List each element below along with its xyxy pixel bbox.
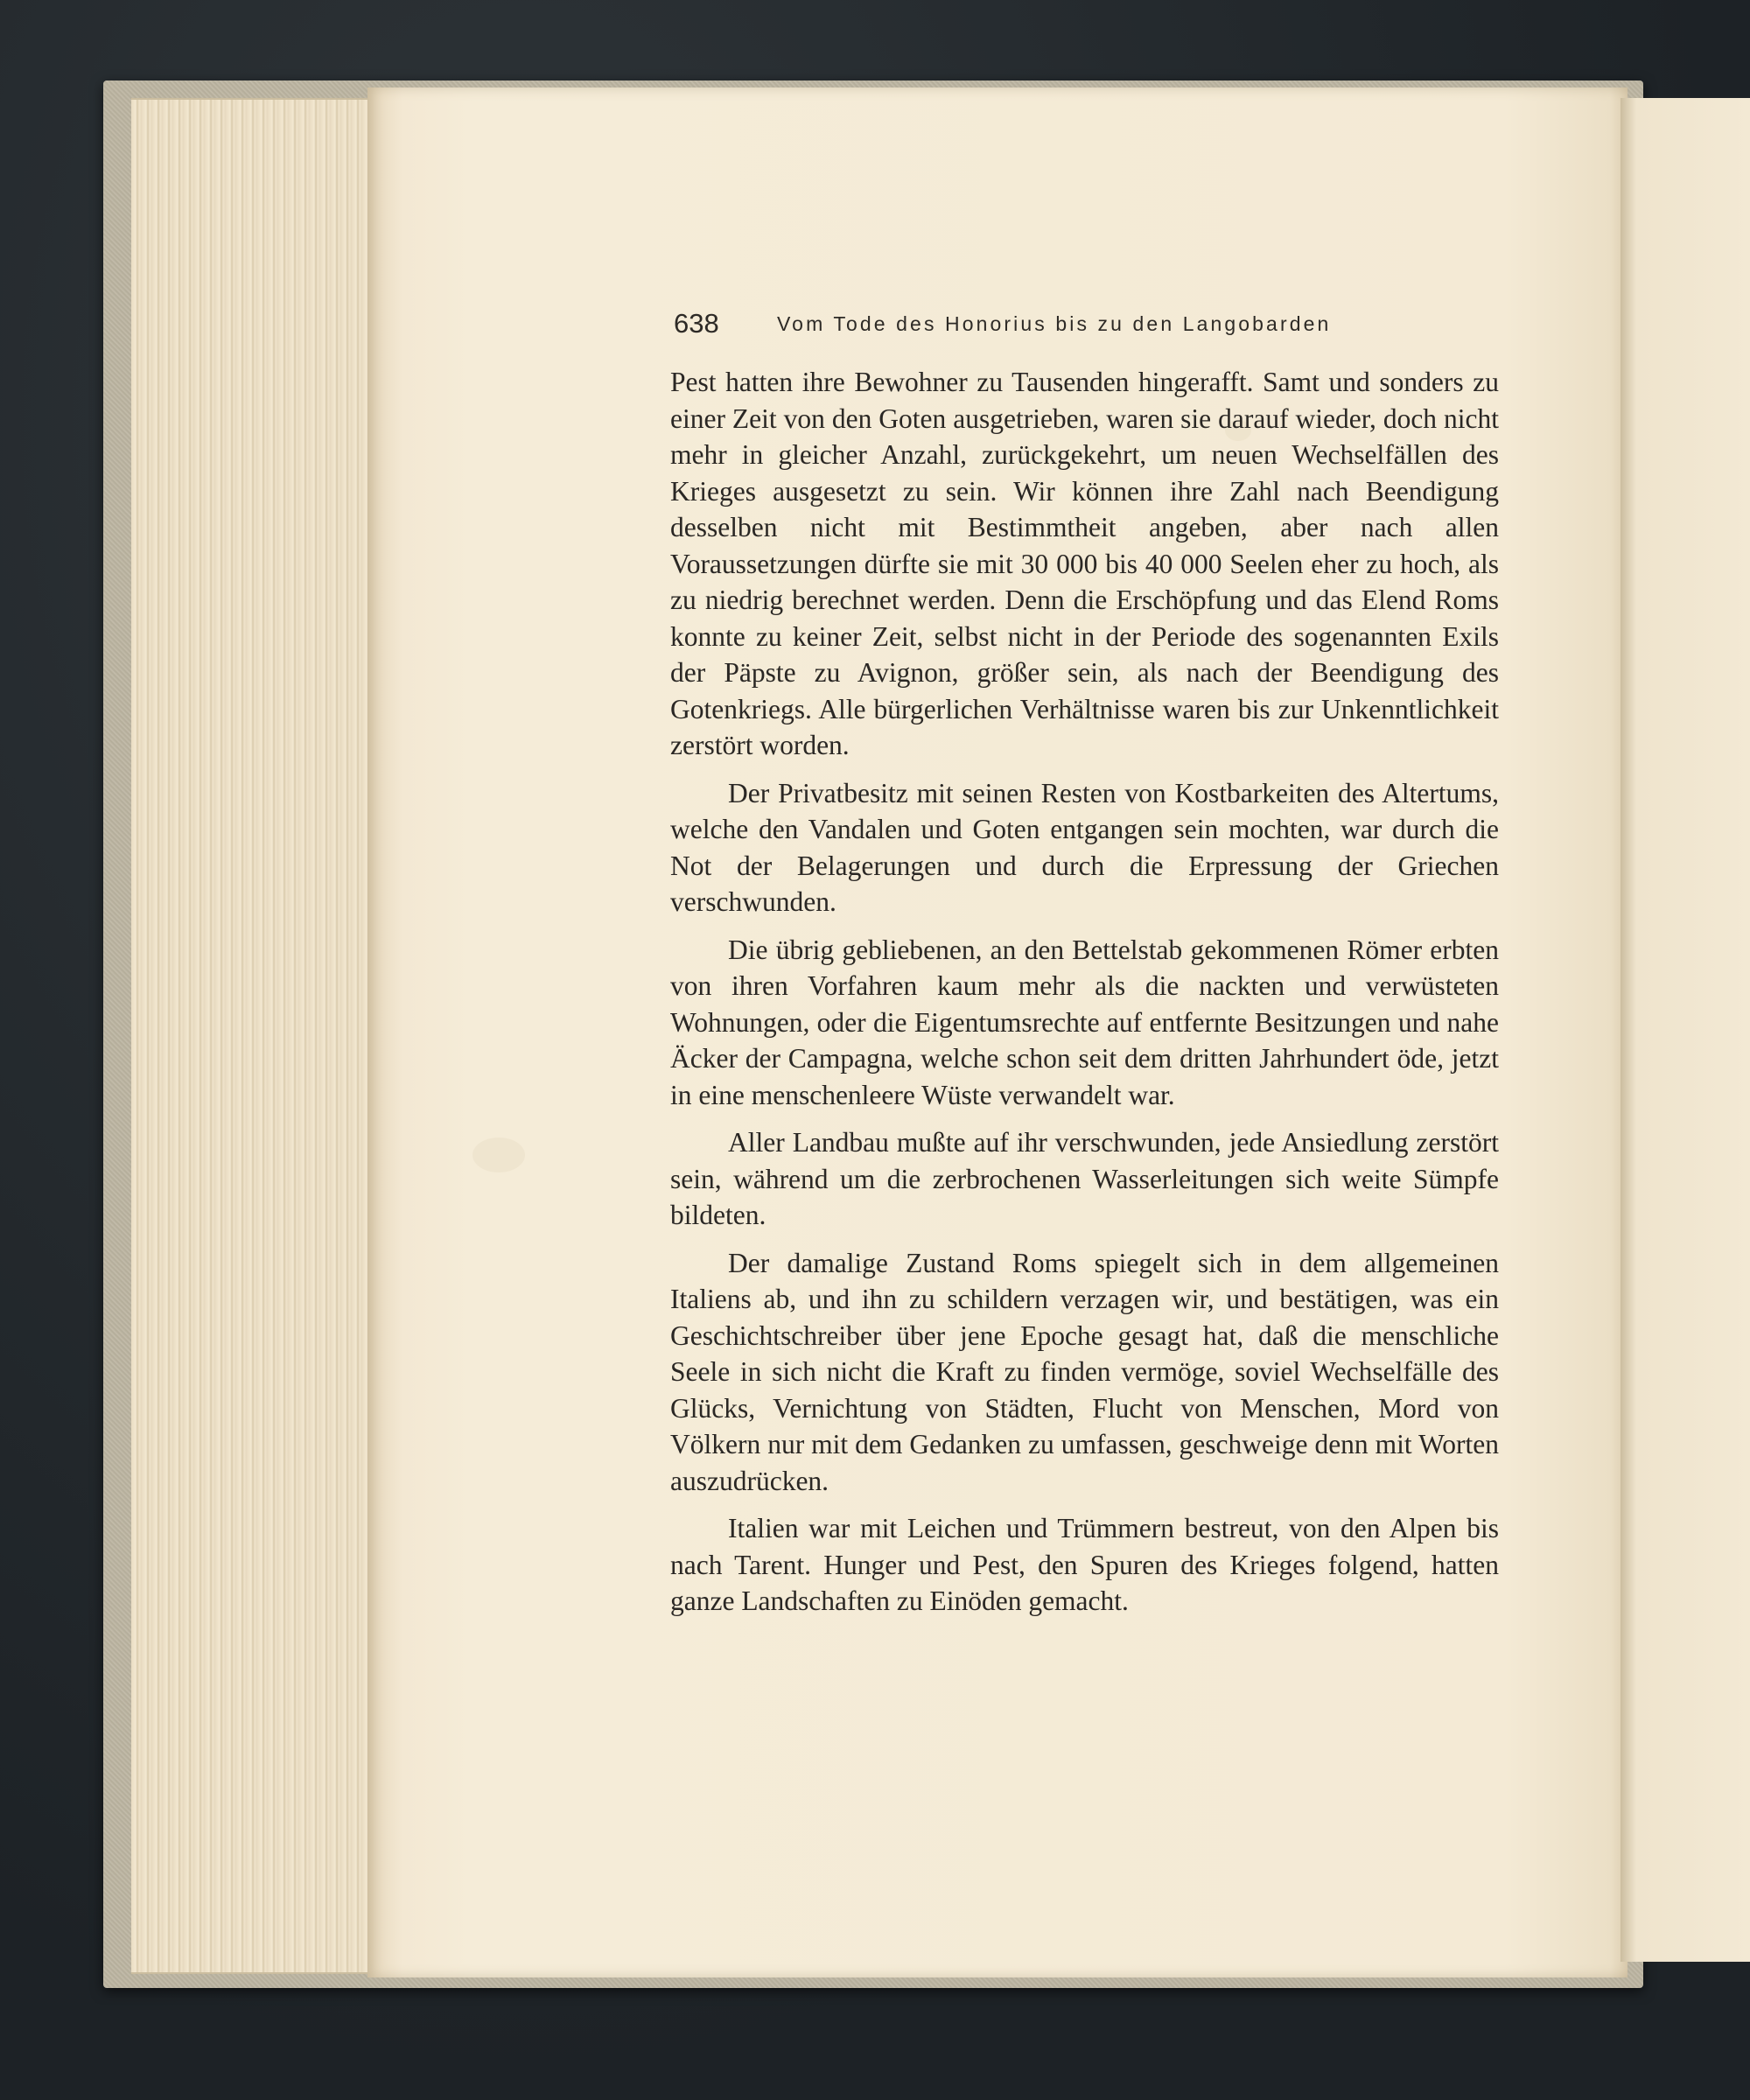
page-header — [674, 304, 1501, 343]
paragraph-6: Italien war mit Leichen und Trümmern bestreut, von den Alpen bis nach Tarent. Hunger und Pest, den Spuren des Krieges folgend, hatten ganze Landschaften zu Einöden gemacht. — [670, 1513, 1499, 1616]
page-edges — [131, 98, 385, 1974]
paragraph-1: Pest hatten ihre Bewohner zu Tausenden hingerafft. Samt und sonders zu einer Zeit von den Goten ausgetrieben, waren sie darauf wieder, doch nicht mehr in gleicher Anzahl, zurückgekehrt, um neuen Wechselfällen des Krieges ausgesetzt zu sein. Wir können ihre Zahl nach Beendigung desselben nicht mit Bestimmtheit angeben, aber nach allen Voraussetzungen dürfte sie mit 30 000 bis 40 000 Seelen eher zu hoch, als zu niedrig berechnet werden. Denn die Erschöpfung und das Elend Roms konnte zu keiner Zeit, selbst nicht in der Periode des sogenannten Exils der Päpste zu Avignon, größer sein, als nach der Beendigung des Gotenkriegs. Alle bürgerlichen Verhältnisse waren bis zur Unkenntlichkeit zerstört worden. — [670, 367, 1499, 760]
running-title: Vom Tode des Honorius bis zu den Langobarden — [777, 312, 1332, 335]
paragraph-2: Der Privatbesitz mit seinen Resten von Kostbarkeiten des Altertums, welche den Vandalen und Goten entgangen sein mochten, war durch die Not der Belagerungen und durch die Erpressung der Griechen verschwunden. — [670, 777, 1499, 917]
paragraph-4: Aller Landbau mußte auf ihr verschwunden, jede Ansiedlung zerstört sein, während um die zerbrochenen Wasserleitungen sich weite Sümpfe bildeten. — [670, 1127, 1499, 1230]
body-text — [670, 364, 1499, 1631]
paper-stain — [472, 1138, 525, 1172]
paragraph-3: Die übrig gebliebenen, an den Bettelstab gekommenen Römer erbten von ihren Vorfahren kaum mehr als die nackten und verwüsteten Wohnungen, oder die Eigentumsrechte auf entfernte Besitzungen und nahe Äcker der Campagna, welche schon seit dem dritten Jahrhundert öde, jetzt in eine menschenleere Wüste verwandelt war. — [670, 934, 1499, 1110]
paragraph-5: Der damalige Zustand Roms spiegelt sich in dem allgemeinen Italiens ab, und ihn zu schildern verzagen wir, und bestätigen, was ein Geschichtschreiber über jene Epoche gesagt hat, daß die menschliche Seele in sich nicht die Kraft zu finden vermöge, soviel Wechselfälle des Glücks, Vernichtung von Städten, Flucht von Menschen, Mord von Völkern nur mit dem Gedanken zu umfassen, geschweige denn mit Worten auszudrücken. — [670, 1247, 1499, 1496]
page-number: 638 — [674, 308, 719, 339]
next-page-edge — [1620, 98, 1750, 1962]
